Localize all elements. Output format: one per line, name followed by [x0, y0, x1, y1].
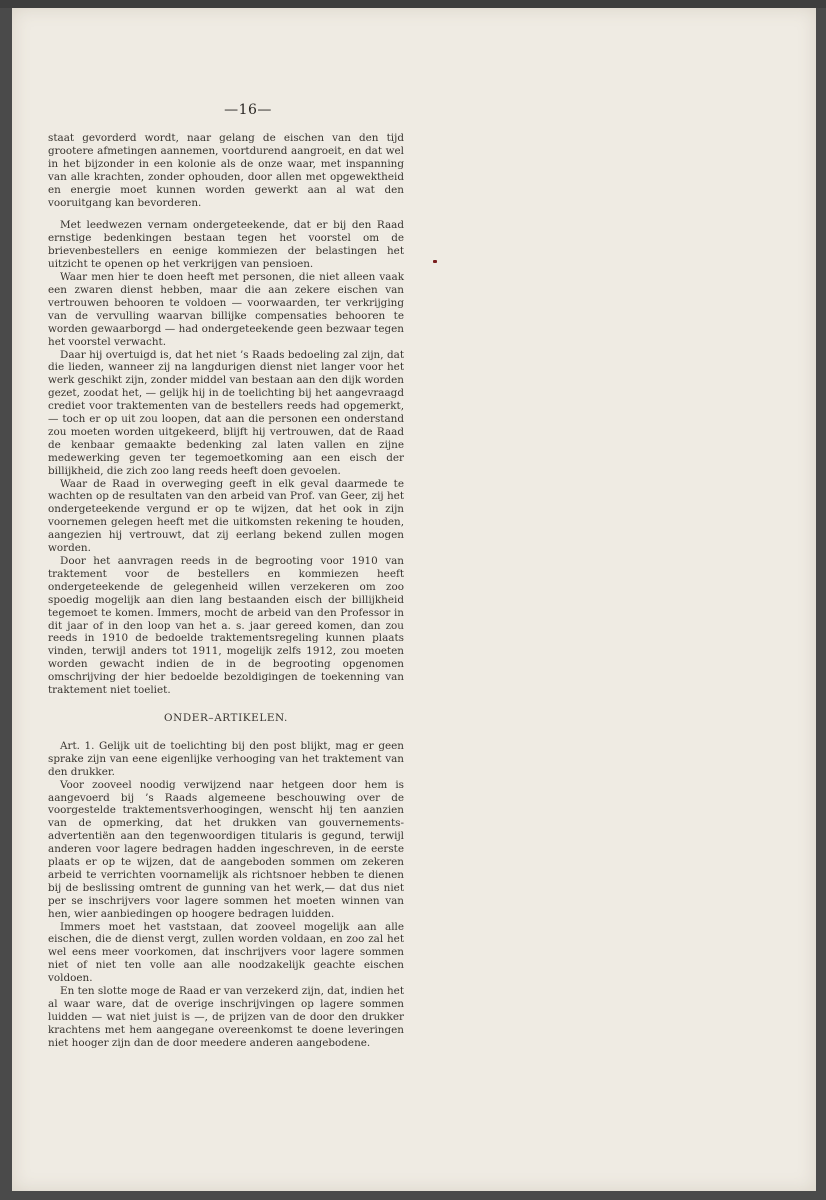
document-page — [12, 8, 816, 1191]
scan-top-edge — [0, 0, 826, 8]
page-number: —16— — [224, 102, 272, 118]
paragraph-budget-1910: Door het aanvragen reeds in de begrooting voor 1910 van traktement voor de bestellers en kommiezen heeft ondergeteekende de gelegenheid willen verzekeren om zoo spoedig mogelijk aan dien lang bestaanden eisch der billijkheid tegemoet te komen. Immers, mocht de arbeid van den Professor in dit jaar of in den loop van het a. s. jaar gereed komen, dan zou reeds in 1910 de bedoelde traktementsregeling kunnen plaats vinden, terwijl anders tot 1911, mogelijk zelfs 1912, zou moeten worden gewacht indien de in de begrooting opgenomen omschrijving der hier bedoelde bezoldigingen de toekenning van traktement niet toeliet. — [48, 555, 404, 697]
paragraph-article-1: Art. 1. Gelijk uit de toelichting bij den post blijkt, mag er geen sprake zijn van eene eigenlijke verhooging van het traktement van den drukker. — [48, 739, 404, 778]
section-heading: ONDER–ARTIKELEN. — [164, 711, 288, 724]
paragraph-conclusion: En ten slotte moge de Raad er van verzekerd zijn, dat, indien het al waar ware, dat de overige inschrijvingen op lagere sommen luidden — wat niet juist is —, de prijzen van de door den drukker krachtens met hem aangegane overeenkomst te doene leveringen niet hooger zijn dan de door meedere anderen aangebodene. — [48, 985, 404, 1049]
paragraph-referral: Voor zooveel noodig verwijzend naar hetgeen door hem is aangevoerd bij ’s Raads algemeene beschouwing over de voorgestelde traktementsverhoogingen, wenscht hij ten aanzien van de opmerking, dat het drukken van gouvernements-advertentiën aan den tegenwoordigen titularis is gegund, terwijl anderen voor lagere bedragen hadden ingeschreven, in de eerste plaats er op te wijzen, dat de aangeboden sommen om zekeren arbeid te verrichten voornamelijk als richtsnoer hebben te dienen bij de beslissing omtrent de gunning van het werk,— dat dus niet per se inschrijvers voor lagere sommen het moeten winnen van hen, wier aanbiedingen op hoogere bedragen luidden. — [48, 778, 404, 920]
paragraph-requirements: Immers moet het vaststaan, dat zooveel mogelijk aan alle eischen, die de dienst vergt, zullen worden voldaan, en zoo zal het wel eens meer voorkomen, dat inschrijvers voor lagere sommen niet of niet ten volle aan alle noodzakelijk geachte eischen voldoen. — [48, 920, 404, 985]
paragraph-persons: Waar men hier te doen heeft met personen, die niet alleen vaak een zwaren dienst hebben, maar die aan zekere eischen van vertrouwen behooren te voldoen — voorwaarden, ter verkrijging van de vervulling waarvan billijke compensaties behooren te worden gewaarborgd — had ondergeteekende geen bezwaar tegen het voorstel verwacht. — [48, 271, 404, 348]
paragraph-pension: Met leedwezen vernam ondergeteekende, dat er bij den Raad ernstige bedenkingen bestaan tegen het voorstel om de brievenbestellers en eenige kommiezen der belastingen het uitzicht te openen op het verkrijgen van pensioen. — [48, 219, 404, 271]
paragraph-continuation: staat gevorderd wordt, naar gelang de eischen van den tijd grootere afmetingen aannemen, voortdurend aangroeit, en dat wel in het bijzonder in een kolonie als de onze waar, met inspanning van alle krachten, zonder ophouden, door allen met opgewektheid en energie moet kunnen worden gewerkt aan al wat den vooruitgang kan bevorderen. — [48, 132, 404, 209]
text-column — [48, 132, 404, 1050]
ink-mark — [433, 260, 437, 263]
paragraph-conviction: Daar hij overtuigd is, dat het niet ’s Raads bedoeling zal zijn, dat die lieden, wanneer zij na langdurigen dienst niet langer voor het werk geschikt zijn, zonder middel van bestaan aan den dijk worden gezet, zoodat het, — gelijk hij in de toelichting bij het aangevraagd crediet voor traktementen van de bestellers reeds had opgemerkt, — toch er op uit zou loopen, dat aan die personen een onderstand zou moeten worden uitgekeerd, blijft hij vertrouwen, dat de Raad de kenbaar gemaakte bedenking zal laten vallen en zijne medewerking geven ter tegemoetkoming aan een eisch der billijkheid, die zich zoo lang reeds heeft doen gevoelen. — [48, 348, 404, 477]
paragraph-van-geer: Waar de Raad in overweging geeft in elk geval daarmede te wachten op de resultaten van den arbeid van Prof. van Geer, zij het ondergeteekende vergund er op te wijzen, dat het ook in zijn voornemen gelegen heeft met die uitkomsten rekening te houden, aangezien hij vertrouwt, dat zij eerlang bekend zullen mogen worden. — [48, 477, 404, 555]
